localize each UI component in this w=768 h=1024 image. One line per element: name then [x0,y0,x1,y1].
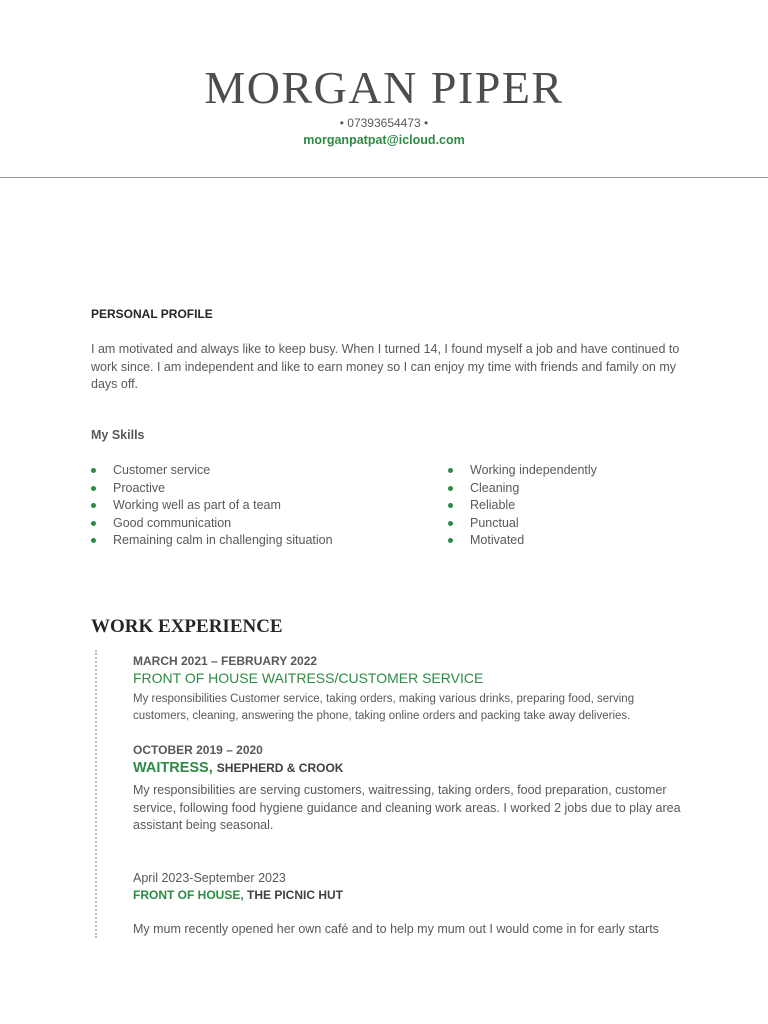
work-experience-heading: WORK EXPERIENCE [91,616,283,637]
job-dates: MARCH 2021 – FEBRUARY 2022 [133,654,318,668]
skills-list-left [91,462,421,550]
bullet-icon [91,538,96,543]
skill-item: Customer service [91,462,421,480]
skill-item: Working well as part of a team [91,497,421,515]
job-title: FRONT OF HOUSE WAITRESS/CUSTOMER SERVICE [133,670,484,686]
bullet-icon [91,521,96,526]
job-description: My responsibilities are serving customers, waitressing, taking orders, food preparation, customer service, following food hygiene guidance and cleaning work areas. I worked 2 jobs due to play area assistant being seasonal. [133,783,681,832]
job-dates: OCTOBER 2019 – 2020 [133,743,263,757]
header-divider [0,177,768,178]
job-title: FRONT OF HOUSE, THE PICNIC HUT [133,888,343,902]
skills-heading: My Skills [91,428,145,442]
job-dates: April 2023-September 2023 [133,871,286,885]
skill-item: Punctual [448,515,708,533]
bullet-icon [448,503,453,508]
skill-item: Motivated [448,532,708,550]
skill-item: Cleaning [448,480,708,498]
job-description: My mum recently opened her own café and to help my mum out I would come in for early starts [133,922,659,936]
skill-item: Good communication [91,515,421,533]
personal-profile-text: I am motivated and always like to keep busy. When I turned 14, I found myself a job and have continued to work since. I am independent and like to earn money so I can enjoy my time with friends and family on my days off. [91,342,680,391]
skill-item: Reliable [448,497,708,515]
bullet-icon [448,468,453,473]
bullet-icon [448,538,453,543]
bullet-icon [448,486,453,491]
skills-list-right [448,462,708,550]
skill-item: Remaining calm in challenging situation [91,532,421,550]
job-description: My responsibilities Customer service, taking orders, making various drinks, preparing food, serving customers, cleaning, answering the phone, taking online orders and packing take away deliveries. [133,693,635,722]
phone-number: • 07393654473 • [339,116,429,130]
bullet-icon [91,503,96,508]
bullet-icon [448,521,453,526]
bullet-icon [91,486,96,491]
timeline-line [95,650,97,938]
skill-item: Proactive [91,480,421,498]
skill-item: Working independently [448,462,708,480]
candidate-name: MORGAN PIPER [204,62,564,113]
bullet-icon [91,468,96,473]
personal-profile-heading: PERSONAL PROFILE [91,307,213,321]
job-title: WAITRESS, SHEPHERD & CROOK [133,760,344,776]
email-address[interactable]: morganpatpat@icloud.com [303,133,465,147]
